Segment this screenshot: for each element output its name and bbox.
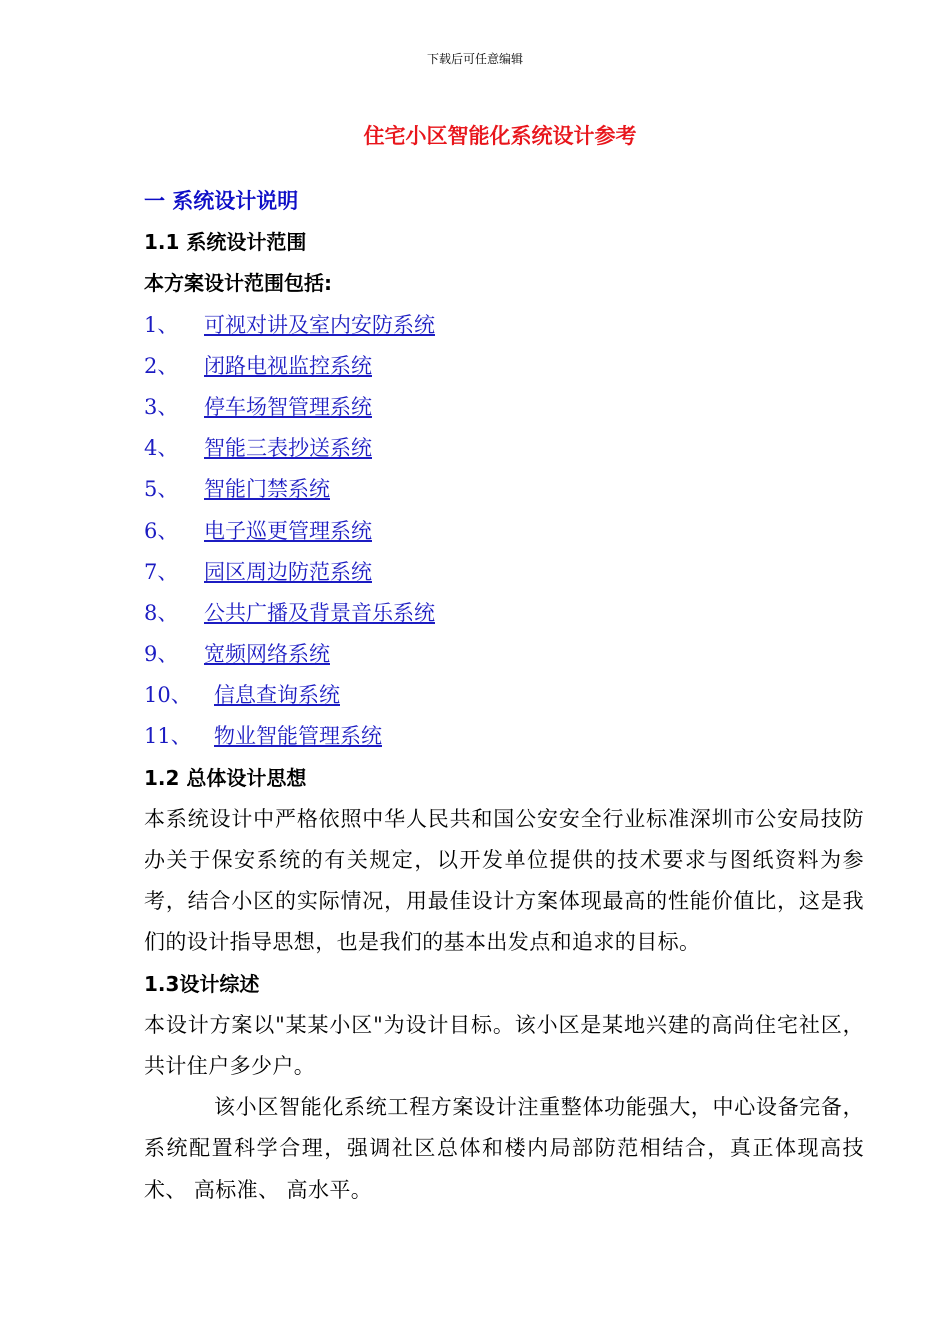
list-item[interactable] — [144, 387, 864, 428]
list-item[interactable] — [144, 593, 864, 634]
subsection-heading-1-3: 1.3设计综述 — [144, 971, 260, 996]
list-item-link[interactable]: 11、 物业智能管理系统 — [144, 724, 382, 749]
list-item-link[interactable]: 7、 园区周边防范系统 — [144, 559, 372, 584]
scope-intro: 本方案设计范围包括: — [144, 271, 332, 296]
list-item-link[interactable]: 2、 闭路电视监控系统 — [144, 353, 372, 378]
list-item[interactable] — [144, 716, 864, 757]
document-body — [144, 181, 864, 1211]
list-item[interactable] — [144, 552, 864, 593]
list-item-link[interactable]: 1、 可视对讲及室内安防系统 — [144, 312, 435, 337]
list-item-link[interactable]: 3、 停车场智管理系统 — [144, 394, 372, 419]
list-item-link[interactable]: 6、 电子巡更管理系统 — [144, 518, 372, 543]
list-item[interactable] — [144, 634, 864, 675]
subsection-heading-1-1: 1.1 系统设计范围 — [144, 230, 307, 255]
subsection-heading-1-2: 1.2 总体设计思想 — [144, 765, 307, 790]
list-item[interactable] — [144, 428, 864, 469]
design-overview-paragraph-1: 本设计方案以"某某小区"为设计目标。该小区是某地兴建的高尚住宅社区，共计住户多少户。 — [144, 1012, 864, 1079]
design-philosophy-paragraph: 本系统设计中严格依照中华人民共和国公安安全行业标准深圳市公安局技防办关于保安系统的有关规定，以开发单位提供的技术要求与图纸资料为参考，结合小区的实际情况，用最佳设计方案体现最高的性能价值比，这是我们的设计指导思想，也是我们的基本出发点和追求的目标。 — [144, 806, 864, 955]
page-header: 下载后可任意编辑 — [426, 52, 523, 66]
document-title: 住宅小区智能化系统设计参考 — [363, 124, 637, 148]
design-overview-paragraph-2: 该小区智能化系统工程方案设计注重整体功能强大，中心设备完备，系统配置科学合理，强调社区总体和楼内局部防范相结合，真正体现高技术、 高标准、 高水平。 — [144, 1095, 864, 1202]
list-item[interactable] — [144, 511, 864, 552]
list-item-link[interactable]: 9、 宽频网络系统 — [144, 642, 330, 667]
list-item[interactable] — [144, 305, 864, 346]
section-heading-1: 一 系统设计说明 — [144, 189, 299, 213]
list-item-link[interactable]: 8、 公共广播及背景音乐系统 — [144, 600, 435, 625]
list-item[interactable] — [144, 675, 864, 716]
list-item-link[interactable]: 4、 智能三表抄送系统 — [144, 436, 372, 461]
list-item[interactable] — [144, 346, 864, 387]
list-item[interactable] — [144, 469, 864, 510]
list-item-link[interactable]: 5、 智能门禁系统 — [144, 477, 330, 502]
system-list — [144, 305, 864, 758]
list-item-link[interactable]: 10、 信息查询系统 — [144, 683, 340, 708]
